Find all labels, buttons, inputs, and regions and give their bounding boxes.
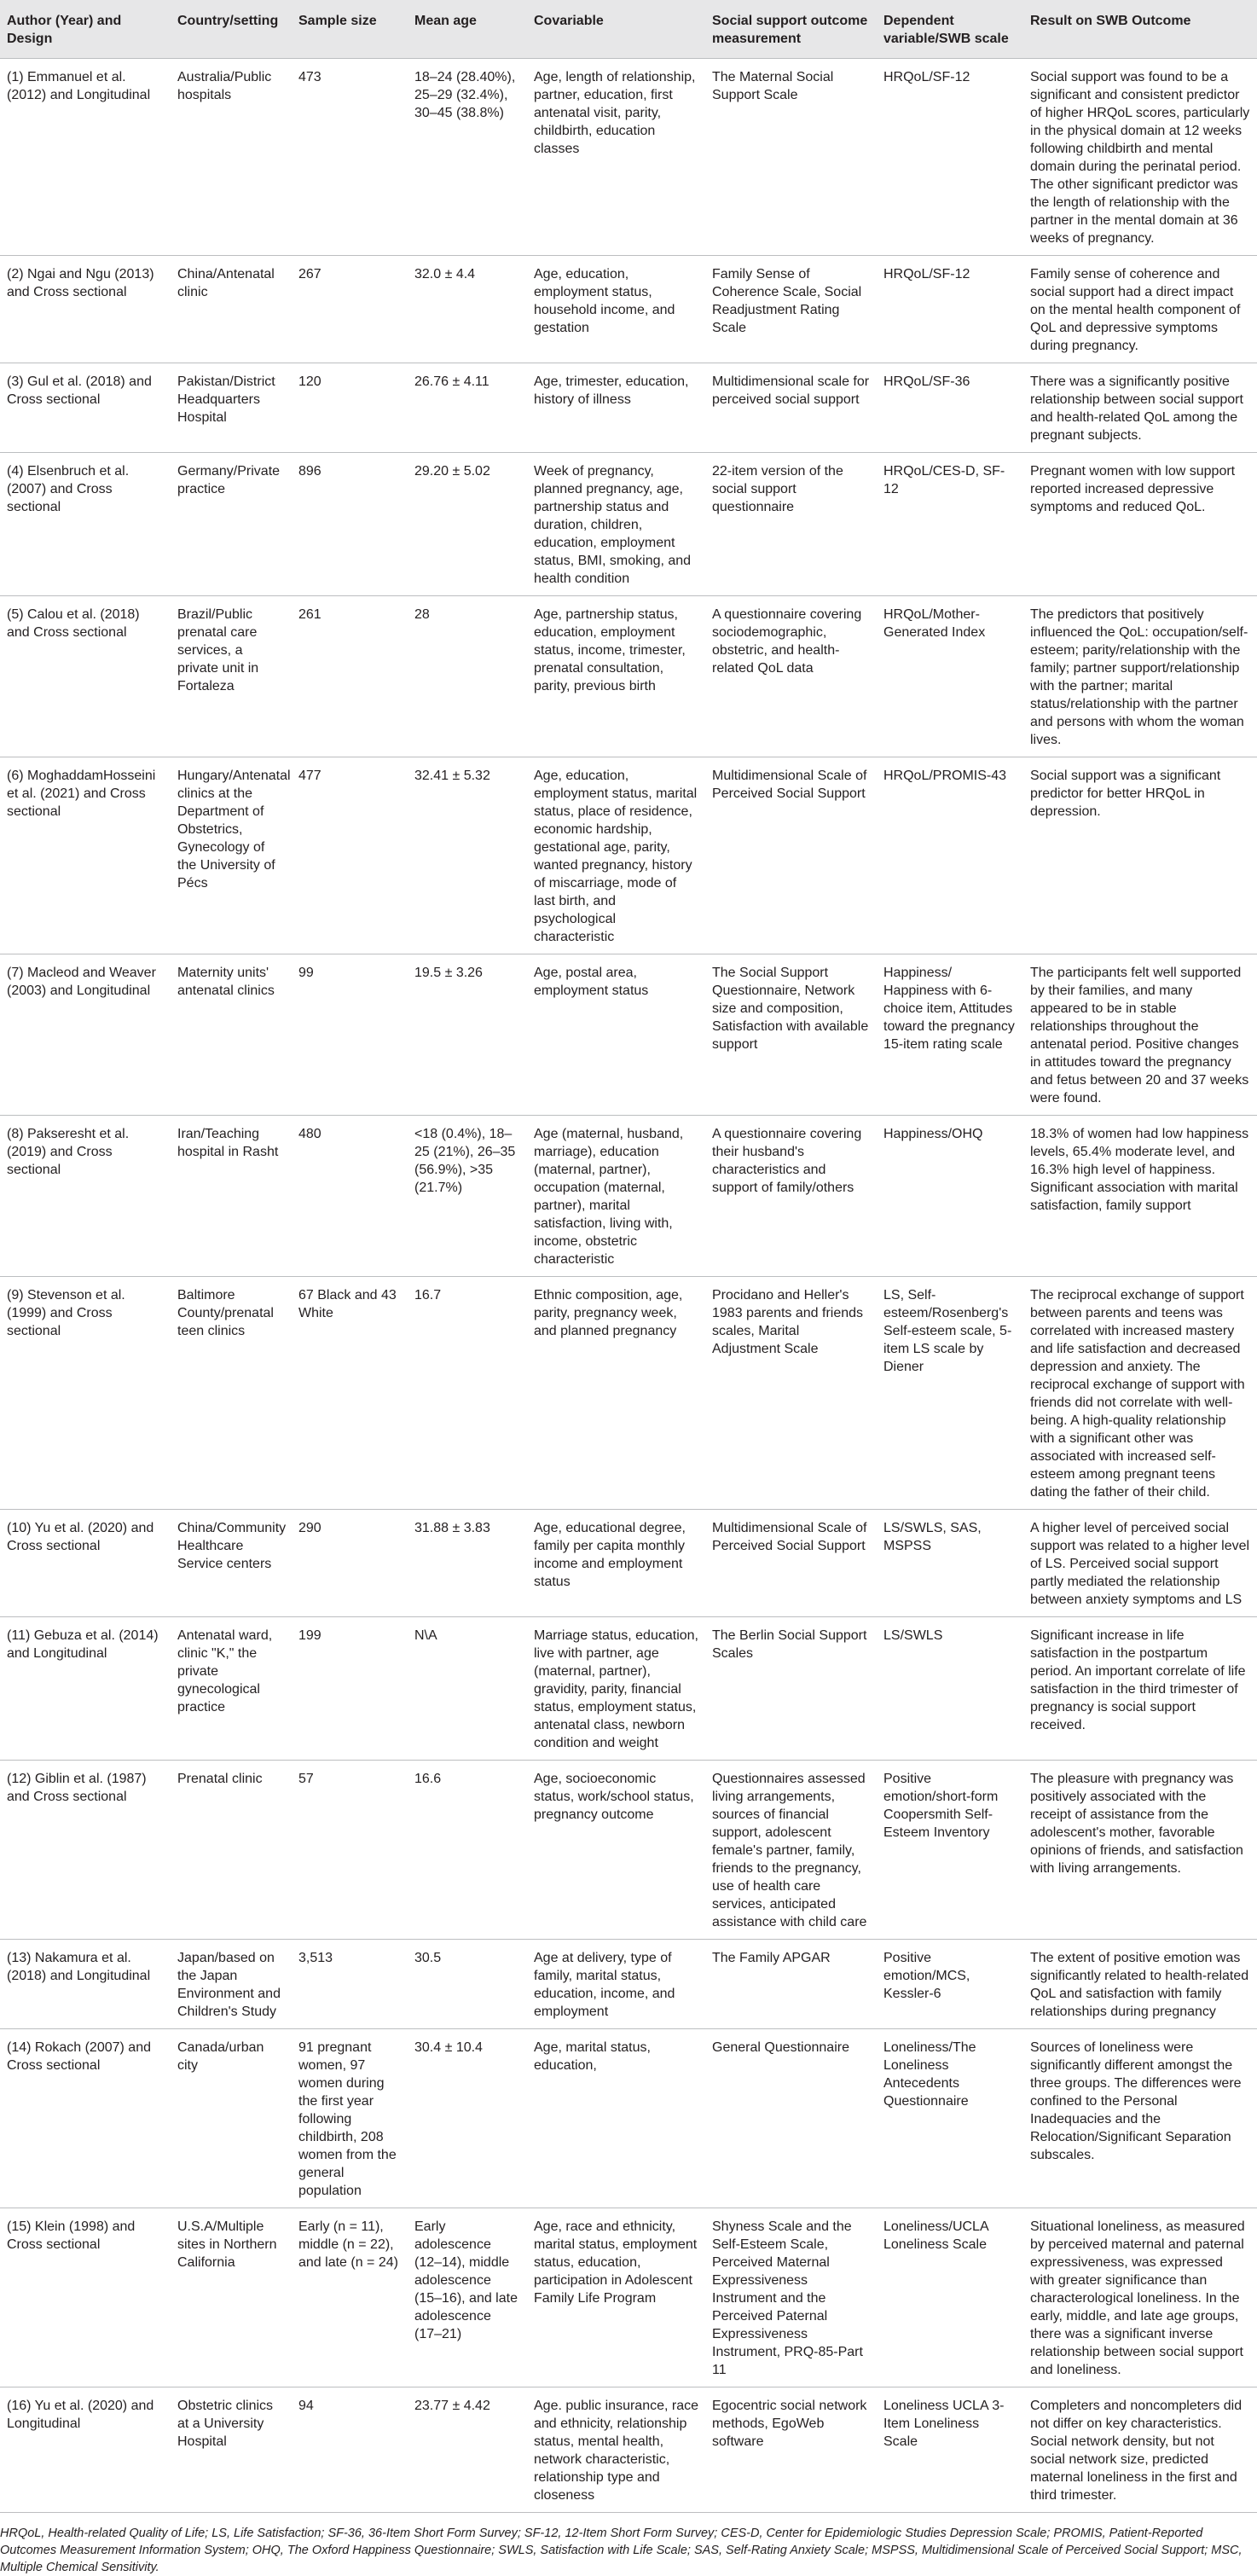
country-cell: Pakistan/District Headquarters Hospital: [177, 374, 275, 425]
result-cell: The pleasure with pregnancy was positively associated with the receipt of assistance from the adolescent's mother, favorable opinions of friends, and satisfaction with living arrangements.: [1030, 1772, 1243, 1876]
table-row: [0, 363, 1257, 453]
covariable-cell: Age at delivery, type of family, marital status, education, income, and employment: [534, 1951, 675, 2019]
covariable-cell: Ethnic composition, age, parity, pregnancy week, and planned pregnancy: [534, 1288, 683, 1338]
social-support-measure-cell: Egocentric social network methods, EgoWeb software: [712, 2399, 867, 2449]
social-support-measure-cell: The Berlin Social Support Scales: [712, 1628, 867, 1661]
country-cell: China/Community Healthcare Service centers: [177, 1521, 287, 1571]
covariable-cell: Age (maternal, husband, marriage), education (maternal, partner), occupation (maternal, partner), marital satisfaction, living with, income, obstetric characteristic: [534, 1127, 684, 1267]
author-cell: (9) Stevenson et al. (1999) and Cross sectional: [7, 1288, 125, 1338]
social-support-measure-cell: The Social Support Questionnaire, Network size and composition, Satisfaction with available support: [712, 966, 869, 1052]
header-country: Country/setting: [171, 0, 292, 59]
author-cell: (1) Emmanuel et al. (2012) and Longitudinal: [7, 70, 151, 102]
table-header-row: [0, 0, 1257, 59]
country-cell: Canada/urban city: [177, 2040, 264, 2073]
result-cell: Family sense of coherence and social support had a direct impact on the mental health component of QoL and depressive symptoms during pregnancy.: [1030, 267, 1241, 353]
mean-age-cell: 16.6: [414, 1772, 442, 1786]
covariable-cell: Age, length of relationship, partner, education, first antenatal visit, parity, childbirth, education classes: [534, 70, 696, 156]
swb-scale-cell: LS, Self-esteem/Rosenberg's Self-esteem scale, 5-item LS scale by Diener: [883, 1288, 1012, 1374]
swb-scale-cell: HRQoL/Mother-Generated Index: [883, 607, 986, 640]
sample-size-cell: 261: [298, 607, 321, 622]
sample-size-cell: Early (n = 11), middle (n = 22), and late (n = 24): [298, 2219, 398, 2270]
sample-size-cell: 91 pregnant women, 97 women during the first year following childbirth, 208 women from the general population: [298, 2040, 397, 2198]
social-support-measure-cell: Family Sense of Coherence Scale, Social Readjustment Rating Scale: [712, 267, 862, 335]
mean-age-cell: 30.5: [414, 1951, 442, 1965]
result-cell: The participants felt well supported by their families, and many appeared to be in stable relationships throughout the antenatal period. Positive changes in attitudes toward the pregnancy and fetus between 20 and 37 weeks were found.: [1030, 966, 1249, 1105]
author-cell: (5) Calou et al. (2018) and Cross sectional: [7, 607, 140, 640]
mean-age-cell: N\A: [414, 1628, 437, 1643]
mean-age-cell: 31.88 ± 3.83: [414, 1521, 490, 1535]
covariable-cell: Age, educational degree, family per capita monthly income and employment status: [534, 1521, 686, 1589]
result-cell: A higher level of perceived social support was related to a higher level of LS. Perceived social support partly mediated the relationship between anxiety symptoms and LS: [1030, 1521, 1250, 1607]
covariable-cell: Marriage status, education, live with partner, age (maternal, partner), gravidity, parity, financial status, employment status, antenatal class, newborn condition and weight: [534, 1628, 698, 1750]
country-cell: Iran/Teaching hospital in Rasht: [177, 1127, 279, 1159]
mean-age-cell: <18 (0.4%), 18–25 (21%), 26–35 (56.9%), >35 (21.7%): [414, 1127, 516, 1195]
result-cell: Situational loneliness, as measured by perceived maternal and paternal expressiveness, was expressed with greater significance than characterological loneliness. In the early, middle, and late age groups, there was a significant inverse relationship between social support and loneliness.: [1030, 2219, 1245, 2377]
mean-age-cell: 30.4 ± 10.4: [414, 2040, 483, 2055]
table-row: [0, 757, 1257, 954]
mean-age-cell: 26.76 ± 4.11: [414, 374, 489, 389]
swb-scale-cell: HRQoL/SF-12: [883, 70, 970, 84]
author-cell: (3) Gul et al. (2018) and Cross sectional: [7, 374, 152, 407]
result-cell: The reciprocal exchange of support between parents and teens was correlated with increased mastery and life satisfaction and decreased depression and anxiety. The reciprocal exchange of support with friends did not correlate with well-being. A high-quality relationship with a significant other was associated with increased self-esteem among pregnant teens dating the father of their child.: [1030, 1288, 1245, 1500]
result-cell: The extent of positive emotion was significantly related to health-related QoL and satisfaction with family relationships during pregnancy: [1030, 1951, 1249, 2019]
header-covariable: Covariable: [527, 0, 705, 59]
swb-scale-cell: LS/SWLS, SAS, MSPSS: [883, 1521, 982, 1553]
result-cell: There was a significantly positive relationship between social support and health-related QoL among the pregnant subjects.: [1030, 374, 1243, 443]
swb-scale-cell: Loneliness/UCLA Loneliness Scale: [883, 2219, 988, 2252]
mean-age-cell: 23.77 ± 4.42: [414, 2399, 490, 2413]
result-cell: 18.3% of women had low happiness levels, 65.4% moderate level, and 16.3% high level of happiness. Significant association with marital satisfaction, family support: [1030, 1127, 1249, 1213]
social-support-measure-cell: Questionnaires assessed living arrangements, sources of financial support, adolescent female's partner, family, friends to the pregnancy, use of health care services, anticipated assistance with child care: [712, 1772, 867, 1929]
swb-scale-cell: Loneliness/The Loneliness Antecedents Questionnaire: [883, 2040, 976, 2109]
table-footnote: HRQoL, Health-related Quality of Life; LS, Life Satisfaction; SF-36, 36-Item Short Form Survey; SF-12, 12-Item Short Form Survey; CES-D, Center for Epidemiologic Studies Depression Scale; PROMIS, Patient-Reported Outcomes Measurement Information System; OHQ, The Oxford Happiness Questionnaire; SWLS, Satisfaction with Life Scale; SAS, Self-Rating Anxiety Scale; MSPSS, Multidimensional Scale of Perceived Social Support; MSC, Multiple Chemical Sensitivity.: [0, 2527, 1243, 2574]
sample-size-cell: 477: [298, 769, 321, 783]
author-cell: (13) Nakamura et al. (2018) and Longitudinal: [7, 1951, 151, 1983]
mean-age-cell: 18–24 (28.40%), 25–29 (32.4%), 30–45 (38.8%): [414, 70, 516, 120]
social-support-measure-cell: Procidano and Heller's 1983 parents and friends scales, Marital Adjustment Scale: [712, 1288, 864, 1356]
table-row: [0, 2387, 1257, 2513]
country-cell: Maternity units' antenatal clinics: [177, 966, 275, 998]
header-author: Author (Year) and Design: [0, 0, 171, 59]
social-support-measure-cell: Multidimensional scale for perceived social support: [712, 374, 870, 407]
sample-size-cell: 94: [298, 2399, 314, 2413]
sample-size-cell: 99: [298, 966, 314, 980]
country-cell: Hungary/Antenatal clinics at the Department of Obstetrics, Gynecology of the University of Pécs: [177, 769, 291, 891]
social-support-measure-cell: General Questionnaire: [712, 2040, 849, 2055]
result-cell: Social support was found to be a significant and consistent predictor of higher HRQoL scores, particularly in the physical domain at 12 weeks following childbirth and mental domain during the perinatal period. The other significant predictor was the length of relationship with the partner in the mental domain at 36 weeks of pregnancy.: [1030, 70, 1250, 246]
sample-size-cell: 120: [298, 374, 321, 389]
covariable-cell: Age, education, employment status, marital status, place of residence, economic hardship, gestational age, parity, wanted pregnancy, history of miscarriage, mode of last birth, and psychological characteristic: [534, 769, 698, 944]
swb-scale-cell: Happiness/OHQ: [883, 1127, 983, 1141]
social-support-measure-cell: A questionnaire covering sociodemographic, obstetric, and health-related QoL data: [712, 607, 862, 676]
header-sample-size: Sample size: [292, 0, 408, 59]
author-cell: (10) Yu et al. (2020) and Cross sectional: [7, 1521, 154, 1553]
swb-scale-cell: LS/SWLS: [883, 1628, 943, 1643]
header-social-support-measure: Social support outcome measurement: [705, 0, 877, 59]
swb-scale-cell: Happiness/ Happiness with 6-choice item, Attitudes toward the pregnancy 15-item rating scale: [883, 966, 1015, 1052]
social-support-measure-cell: 22-item version of the social support questionnaire: [712, 464, 843, 514]
covariable-cell: Age, partnership status, education, employment status, income, trimester, prenatal consultation, parity, previous birth: [534, 607, 686, 693]
author-cell: (16) Yu et al. (2020) and Longitudinal: [7, 2399, 154, 2431]
author-cell: (4) Elsenbruch et al. (2007) and Cross sectional: [7, 464, 130, 514]
header-mean-age: Mean age: [408, 0, 527, 59]
social-support-measure-cell: Shyness Scale and the Self-Esteem Scale, Perceived Maternal Expressiveness Instrument and the Perceived Paternal Expressiveness Instrument, PRQ-85-Part 11: [712, 2219, 863, 2377]
mean-age-cell: 28: [414, 607, 430, 622]
sample-size-cell: 199: [298, 1628, 321, 1643]
table-row: [0, 2208, 1257, 2387]
country-cell: Japan/based on the Japan Environment and Children's Study: [177, 1951, 281, 2019]
country-cell: Baltimore County/prenatal teen clinics: [177, 1288, 274, 1338]
result-cell: Social support was a significant predictor for better HRQoL in depression.: [1030, 769, 1221, 819]
covariable-cell: Age, education, employment status, household income, and gestation: [534, 267, 675, 335]
country-cell: Australia/Public hospitals: [177, 70, 272, 102]
sample-size-cell: 480: [298, 1127, 321, 1141]
country-cell: China/Antenatal clinic: [177, 267, 275, 299]
social-support-measure-cell: The Maternal Social Support Scale: [712, 70, 834, 102]
table-row: [0, 1277, 1257, 1510]
sample-size-cell: 896: [298, 464, 321, 479]
table-row: [0, 2029, 1257, 2208]
country-cell: Brazil/Public prenatal care services, a private unit in Fortaleza: [177, 607, 259, 693]
result-cell: Pregnant women with low support reported increased depressive symptoms and reduced QoL.: [1030, 464, 1236, 514]
sample-size-cell: 290: [298, 1521, 321, 1535]
country-cell: U.S.A/Multiple sites in Northern California: [177, 2219, 277, 2270]
covariable-cell: Age, marital status, education,: [534, 2040, 651, 2073]
table-row: [0, 596, 1257, 757]
table-row: [0, 1510, 1257, 1617]
social-support-measure-cell: Multidimensional Scale of Perceived Social Support: [712, 769, 867, 801]
header-result: Result on SWB Outcome: [1023, 0, 1257, 59]
table-row: [0, 1940, 1257, 2029]
sample-size-cell: 3,513: [298, 1951, 333, 1965]
sample-size-cell: 57: [298, 1772, 314, 1786]
swb-scale-cell: HRQoL/SF-36: [883, 374, 970, 389]
covariable-cell: Week of pregnancy, planned pregnancy, age, partnership status and duration, children, education, employment status, BMI, smoking, and health condition: [534, 464, 692, 586]
country-cell: Prenatal clinic: [177, 1772, 263, 1786]
author-cell: (15) Klein (1998) and Cross sectional: [7, 2219, 136, 2252]
covariable-cell: Age, trimester, education, history of illness: [534, 374, 689, 407]
covariable-cell: Age, socioeconomic status, work/school status, pregnancy outcome: [534, 1772, 694, 1822]
social-support-measure-cell: Multidimensional Scale of Perceived Social Support: [712, 1521, 867, 1553]
author-cell: (14) Rokach (2007) and Cross sectional: [7, 2040, 151, 2073]
author-cell: (8) Pakseresht et al. (2019) and Cross sectional: [7, 1127, 130, 1177]
sample-size-cell: 473: [298, 70, 321, 84]
mean-age-cell: 19.5 ± 3.26: [414, 966, 483, 980]
country-cell: Antenatal ward, clinic "K," the private gynecological practice: [177, 1628, 273, 1714]
country-cell: Obstetric clinics at a University Hospital: [177, 2399, 274, 2449]
header-swb-scale: Dependent variable/SWB scale: [877, 0, 1023, 59]
table-row: [0, 1761, 1257, 1940]
social-support-measure-cell: A questionnaire covering their husband's characteristics and support of family/others: [712, 1127, 862, 1195]
table-row: [0, 954, 1257, 1116]
mean-age-cell: 32.41 ± 5.32: [414, 769, 490, 783]
swb-scale-cell: HRQoL/PROMIS-43: [883, 769, 1007, 783]
mean-age-cell: 29.20 ± 5.02: [414, 464, 490, 479]
country-cell: Germany/Private practice: [177, 464, 281, 496]
table-row: [0, 1116, 1257, 1277]
covariable-cell: Age. public insurance, race and ethnicity, relationship status, mental health, network characteristic, relationship type and closeness: [534, 2399, 698, 2503]
social-support-measure-cell: The Family APGAR: [712, 1951, 831, 1965]
result-cell: Significant increase in life satisfaction in the postpartum period. An important correlate of life satisfaction in the third trimester of pregnancy is social support received.: [1030, 1628, 1246, 1732]
author-cell: (11) Gebuza et al. (2014) and Longitudinal: [7, 1628, 159, 1661]
table-row: [0, 59, 1257, 256]
mean-age-cell: 16.7: [414, 1288, 442, 1303]
result-cell: Sources of loneliness were significantly different amongst the three groups. The differences were confined to the Personal Inadequacies and the Relocation/Significant Separation subscales.: [1030, 2040, 1242, 2162]
swb-scale-cell: Positive emotion/MCS, Kessler-6: [883, 1951, 970, 2001]
mean-age-cell: Early adolescence (12–14), middle adolescence (15–16), and late adolescence (17–21): [414, 2219, 518, 2341]
swb-scale-cell: HRQoL/SF-12: [883, 267, 970, 281]
table-row: [0, 256, 1257, 363]
table-row: [0, 453, 1257, 596]
result-cell: Completers and noncompleters did not differ on key characteristics. Social network density, but not social network size, predicted maternal loneliness in the first and third trimester.: [1030, 2399, 1243, 2503]
covariable-cell: Age, postal area, employment status: [534, 966, 649, 998]
sample-size-cell: 267: [298, 267, 321, 281]
result-cell: The predictors that positively influenced the QoL: occupation/self-esteem; parity/relationship with the family; partner support/relationship with the partner; marital status/relationship with the partner and persons with whom the woman lives.: [1030, 607, 1248, 747]
sample-size-cell: 67 Black and 43 White: [298, 1288, 397, 1320]
author-cell: (6) MoghaddamHosseini et al. (2021) and Cross sectional: [7, 769, 156, 819]
author-cell: (2) Ngai and Ngu (2013) and Cross sectional: [7, 267, 154, 299]
table-body: [0, 59, 1257, 2513]
swb-scale-cell: Positive emotion/short-form Coopersmith Self-Esteem Inventory: [883, 1772, 999, 1840]
author-cell: (12) Giblin et al. (1987) and Cross sectional: [7, 1772, 147, 1804]
swb-scale-cell: Loneliness UCLA 3-Item Loneliness Scale: [883, 2399, 1005, 2449]
covariable-cell: Age, race and ethnicity, marital status, employment status, education, participation in Adolescent Family Life Program: [534, 2219, 698, 2306]
mean-age-cell: 32.0 ± 4.4: [414, 267, 476, 281]
table-row: [0, 1617, 1257, 1761]
swb-scale-cell: HRQoL/CES-D, SF-12: [883, 464, 1005, 496]
author-cell: (7) Macleod and Weaver (2003) and Longitudinal: [7, 966, 156, 998]
